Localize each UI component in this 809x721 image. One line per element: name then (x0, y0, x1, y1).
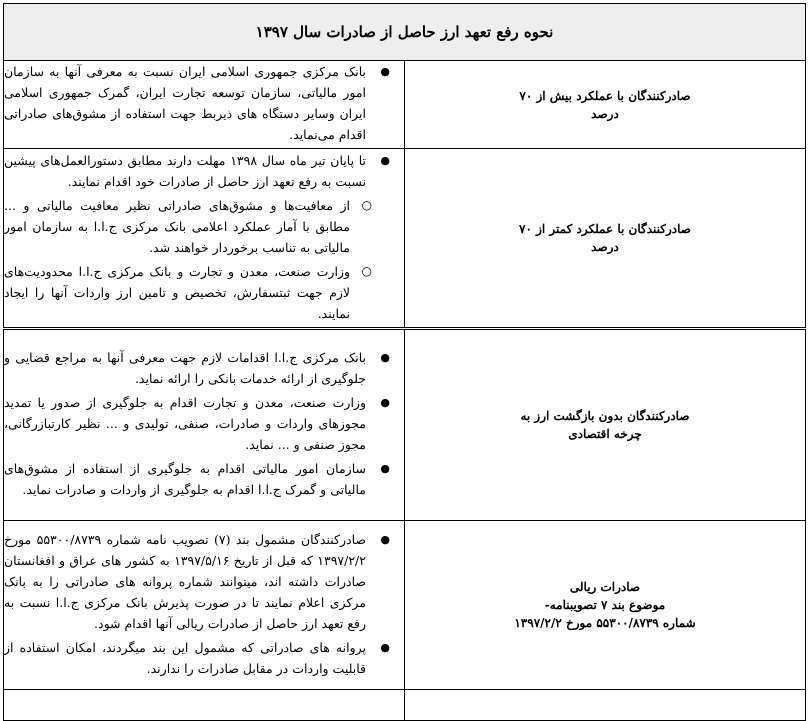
row-label-line: شماره ۵۵۳۰۰/۸۷۳۹ مورخ ۱۳۹۷/۲/۲ (514, 616, 696, 630)
bullet-icon: ● (380, 153, 390, 167)
row-content (4, 521, 405, 690)
item-text: تا پایان تیر ماه سال ۱۳۹۸ مهلت دارند مطابق دستورالعمل‌های پیشین نسبت به رفع تعهد ارز حاصل از صادرات خود اقدام نمایند. (4, 152, 366, 189)
row-label-line: صادرات ریالی (569, 580, 641, 594)
row-content-empty (4, 690, 405, 721)
list-item (4, 458, 404, 500)
table-row (4, 521, 806, 690)
row-label-line: موضوع بند ۷ تصویبنامه- (544, 598, 666, 612)
item-text: صادرکنندگان مشمول بند (۷) تصویب نامه شماره ۵۵۳۰۰/۸۷۳۹ مورخ ۱۳۹۷/۲/۲ که قبل از تاریخ ۱۳۹۷/۵/۱۶ به کشور های عراق و افغانستان صادرات داشته اند، میتوانند شماره پروانه های صادراتی را به بانک مرکزی اعلام نمایند تا در صورت پذیرش بانک مرکزی ج.ا.ا نسبت به رفع تعهد ارز حاصل از صادرات ریالی آنها اقدام شود. (4, 531, 367, 631)
item-text: بانک مرکزی ج.ا.ا اقدامات لازم جهت معرفی آنها به مراجع قضایی و جلوگیری از ارائه خدمات بانکی را ارائه نماید. (4, 350, 366, 386)
row-label-line: صادرکنندگان با عملکرد بیش از ۷۰ (519, 88, 691, 103)
bullet-icon: ● (380, 640, 390, 654)
row-label-empty (405, 690, 806, 721)
export-currency-table (3, 3, 806, 721)
list-item (4, 392, 404, 455)
item-text: وزارت صنعت، معدن و تجارت اقدام به جلوگیری از صدور یا تمدید مجوزهای واردات و صادرات، صنفی، تولیدی و ... نظیر کارتبازرگانی، مجوز صنفی و ... نماید. (4, 395, 366, 452)
item-text: پروانه های صادراتی که مشمول این بند میگردند، امکان استفاده از قابلیت واردات در مقابل صادرات را ندارند. (4, 639, 366, 676)
row-label (405, 61, 806, 149)
table-row (4, 329, 806, 521)
table-row-empty (4, 690, 806, 721)
bullet-icon: ● (380, 351, 390, 364)
list-item (4, 150, 404, 192)
table-row (4, 61, 806, 149)
circle-bullet-icon: ○ (361, 263, 372, 278)
sub-list-item (4, 261, 404, 324)
row-label-line: صادرکنندگان بدون بازگشت ارز به (520, 409, 690, 423)
item-text: از معافیت‌ها و مشوق‌های صادراتی نظیر معافیت مالیاتی و ... مطابق با آمار عملکرد اعلامی بانک مرکزی ج.ا.ا به سازمان امور مالیاتی به تناسب برخوردار خواهند شد. (4, 197, 350, 255)
table-title: نحوه رفع تعهد ارز حاصل از صادرات سال ۱۳۹۷ (4, 4, 806, 61)
row-label (405, 521, 806, 690)
row-content (4, 149, 405, 329)
bullet-icon: ● (380, 462, 390, 475)
row-content (4, 61, 405, 149)
bullet-icon: ● (380, 396, 390, 409)
list-item (4, 637, 404, 679)
bullet-icon: ● (380, 532, 390, 546)
row-label (405, 329, 806, 521)
row-label-line: چرخه اقتصادی (568, 427, 642, 441)
row-label-line: درصد (591, 106, 619, 121)
item-text: وزارت صنعت، معدن و تجارت و بانک مرکزی ج.ا.ا محدودیت‌های لازم جهت ثبتسفارش، تخصیص و تامین ارز واردات آنها را ایجاد نمایند. (4, 263, 350, 321)
circle-bullet-icon: ○ (361, 197, 372, 212)
list-item (4, 529, 404, 634)
row-label (405, 149, 806, 329)
row-label-line: صادرکنندگان با عملکرد کمتر از ۷۰ (519, 222, 691, 236)
list-item (4, 347, 404, 389)
item-text: سازمان امور مالیاتی اقدام به جلوگیری از استفاده از مشوق‌های مالیاتی و گمرک ج.ا.ا اقدام به جلوگیری از واردات و صادرات نماید. (4, 461, 366, 497)
bullet-icon: ● (380, 65, 390, 78)
item-text: بانک مرکزی جمهوری اسلامی ایران نسبت به معرفی آنها به سازمان امور مالیاتی، سازمان توسعه تجارت ایران، گمرک جمهوری اسلامی ایران وسایر دستگاه های ذیربط جهت استفاده از مشوق‌های صادراتی اقدام می‌نماید. (4, 64, 366, 142)
table-row (4, 149, 806, 329)
sub-list-item (4, 195, 404, 258)
row-label-line: درصد (591, 240, 619, 254)
list-item (4, 61, 404, 145)
row-content (4, 329, 405, 521)
